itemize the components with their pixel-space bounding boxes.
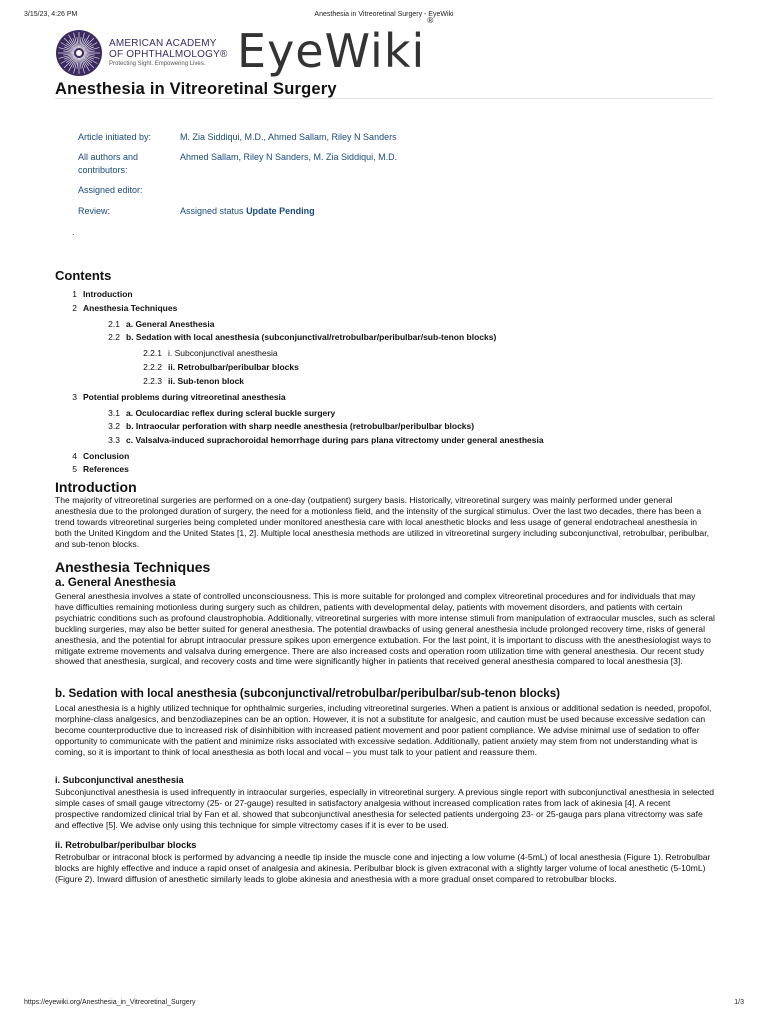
page-title: Anesthesia in Vitreoretinal Surgery <box>55 80 337 98</box>
general-anesthesia-text: General anesthesia involves a state of controlled unconsciousness. This is more suitable for prolonged and complex vitreoretinal procedures and for individuals that may have difficulties remaining motionless during surgery such as children, patients with developmental delay, patients with movement disorders, and patients with certain psychiatric conditions such as profound claustrophobia. Additionally, vitreoretinal surgeries with more intense stimuli from manipulation of extraocular muscles, such as scleral buckling surgeries, may also be better suited for general anesthesia. The potential drawbacks of using general anesthesia include prolonged recovery time, risks of general anesthesia, and the potential for abrupt intraocular pressure spikes upon emergence extubation. For the last point, it is important to discuss with the anesthesiologist ways to mitigate extreme movements and valsalva during emergence. There are also increased costs and operation room utilization time with general anesthesia. Our recent study showed that anesthesia, surgical, and recovery costs and time were significantly higher in patients that received general anesthesia compared to local anesthesia [3]. <box>55 591 715 667</box>
review-value <box>180 205 460 218</box>
toc-item[interactable] <box>91 348 278 358</box>
toc-item[interactable] <box>73 408 335 418</box>
toc-item-number: 4 <box>72 451 77 461</box>
toc-item-link[interactable]: i. Subconjunctival anesthesia <box>168 348 278 358</box>
review-prefix: Assigned status <box>180 206 244 216</box>
aao-wordmark <box>109 38 228 69</box>
toc-item[interactable] <box>55 464 129 474</box>
retrobulbar-text: Retrobulbar or intraconal block is performed by advancing a needle tip inside the muscle cone and injecting a low volume (4-5mL) of local anesthesia (Figure 1). Retrobulbar blocks are highly effective and induce a rapid onset of analgesia and akinesia. Peribulbar block is given extraconal with a slightly larger volume of local anesthetic (5-10mL) (Figure 2). Inward diffusion of anesthetic similarly leads to globe akinesia and anesthesia with a more gradual onset compared to retrobulbar blocks. <box>55 852 711 884</box>
toc-item-number: 2.2.1 <box>143 348 162 358</box>
eyewiki-logo[interactable] <box>237 15 436 78</box>
aao-logo-icon[interactable] <box>55 29 103 77</box>
toc-item-link[interactable]: References <box>83 464 129 474</box>
subsection-heading-sedation: b. Sedation with local anesthesia (subconjunctival/retrobulbar/peribulbar/sub-tenon blocks) <box>55 687 561 700</box>
introduction-text: The majority of vitreoretinal surgeries are performed on a one-day (outpatient) surgery basis. Historically, vitreoretinal surgery was mainly performed under general anesthesia due to the prolonged duration of surgery, the need for a motionless field, and the intensity of the surgical stimulus. Over the last two decades, there has been a trend towards vitreoretinal surgeries being completed under monitored anesthesia care with local anesthetic blocks and less usage of general endotracheal anesthesia in both the United Kingdom and the United States [1, 2]. Multiple local anesthesia methods are utilized in vitreoretinal surgery including subconjunctival, retrobulbar, peribulbar, and sub-tenon blocks. <box>55 495 709 549</box>
toc-item-link[interactable]: b. Intraocular perforation with sharp needle anesthesia (retrobulbar/peribulbar blocks) <box>126 421 475 431</box>
toc-item-number: 3.2 <box>108 421 120 431</box>
toc-item-link[interactable]: b. Sedation with local anesthesia (subconjunctival/retrobulbar/peribulbar/sub-tenon blocks) <box>126 332 497 342</box>
sedation-text: Local anesthesia is a highly utilized technique for ophthalmic surgeries, including vitreoretinal surgeries. When a patient is anxious or additional sedation is needed, propofol, morphine-class analgesics, and benzodiazepines can be an option. However, it is not a substitute for analgesic, and caution must be used because excessive sedation can become counterproductive due to increased risk of disinhibition with increased patient movement and poor patient compliance. We advise minimal use of sedation to offer opportunity to communicate with the patient and minimize risks associated with excessive sedation. Additionally, patient anxiety may stem from not understanding what is coming, so it is important to think of local anesthesia as both local and vocal – you must talk to your patient and reassure them. <box>55 703 712 757</box>
toc-item-number: 2.2.2 <box>143 362 162 372</box>
toc-item[interactable] <box>73 421 474 431</box>
initiated-label: Article initiated by: <box>78 132 152 142</box>
eyewiki-wordmark: EyeWiki <box>237 24 426 78</box>
toc-item-link[interactable]: a. Oculocardiac reflex during scleral buckle surgery <box>126 408 336 418</box>
org-name-line1: AMERICAN ACADEMY <box>109 38 217 49</box>
subconjunctival-text: Subconjunctival anesthesia is used infrequently in intraocular surgeries, especially in vitreoretinal surgery. A previous single report with subconjunctival anesthesia in selected simple cases of small gauge vitrectomy (25- or 27-gauge) resulted in satisfactory analgesia without increased complication rates from lack of akinesia [4]. A recent prospective randomized clinical trial by Fan et al. showed that subconjunctival anesthesia for selected patients undergoing 23- or 25-gauga pars plana vitrectomy was safe and effective [5]. We advise only using this technique for simple vitrectomy cases if it is ever to be used. <box>55 787 715 830</box>
toc-item-link[interactable]: Anesthesia Techniques <box>83 303 178 313</box>
toc-item-link[interactable]: c. Valsalva-induced suprachoroidal hemorrhage during pars plana vitrectomy under general anesthesia <box>126 435 544 445</box>
print-footer <box>24 999 744 1009</box>
separator-dot: . <box>72 227 75 237</box>
print-page-title: Anesthesia in Vitreoretinal Surgery - EyeWiki <box>314 11 454 18</box>
subsection-heading-general-anesthesia: a. General Anesthesia <box>55 576 176 589</box>
toc-item-number: 1 <box>72 289 77 299</box>
review-label: Review: <box>78 206 111 216</box>
toc-item-number: 2.2 <box>108 332 120 342</box>
toc-item[interactable] <box>73 319 215 329</box>
toc-item-link[interactable]: a. General Anesthesia <box>126 319 215 329</box>
toc-item[interactable] <box>91 376 244 386</box>
org-name-line2: OF OPHTHALMOLOGY® <box>109 49 228 60</box>
print-page-number: 1/3 <box>734 999 744 1006</box>
initiated-authors-link[interactable]: M. Zia Siddiqui, M.D., Ahmed Sallam, Riley N Sanders <box>180 132 397 142</box>
toc-item-link[interactable]: Introduction <box>83 289 133 299</box>
registered-mark: ® <box>426 15 436 25</box>
print-date: 3/15/23, 4:26 PM <box>24 11 78 18</box>
toc-item-number: 2.1 <box>108 319 120 329</box>
contents-heading: Contents <box>55 268 112 283</box>
section-heading-introduction: Introduction <box>55 479 137 495</box>
all-authors-link[interactable]: Ahmed Sallam, Riley N Sanders, M. Zia Siddiqui, M.D. <box>180 152 398 162</box>
site-header <box>55 15 436 80</box>
toc-item-link[interactable]: Conclusion <box>83 451 130 461</box>
editor-label: Assigned editor: <box>78 185 143 195</box>
toc-item[interactable] <box>55 392 286 402</box>
toc-item[interactable] <box>55 303 177 313</box>
toc-item-link[interactable]: ii. Sub-tenon block <box>168 376 245 386</box>
print-url: https://eyewiki.org/Anesthesia_in_Vitreoretinal_Surgery <box>24 999 196 1006</box>
org-tagline: Protecting Sight. Empowering Lives. <box>109 61 206 67</box>
toc-item-number: 3 <box>72 392 77 402</box>
toc-item-number: 3.3 <box>108 435 120 445</box>
toc-item-link[interactable]: Potential problems during vitreoretinal anesthesia <box>83 392 286 402</box>
toc-item-number: 5 <box>72 464 77 474</box>
print-header <box>24 11 744 21</box>
toc-item[interactable] <box>55 451 129 461</box>
toc-item[interactable] <box>91 362 299 372</box>
title-divider <box>55 98 713 99</box>
authors-label: All authors and contributors: <box>78 152 139 175</box>
toc-item[interactable] <box>73 435 544 445</box>
subsubsection-heading-retrobulbar: ii. Retrobulbar/peribulbar blocks <box>55 840 197 850</box>
toc-item-number: 2.2.3 <box>143 376 162 386</box>
toc-item-number: 3.1 <box>108 408 120 418</box>
toc-item-number: 2 <box>72 303 77 313</box>
subsubsection-heading-subconjunctival: i. Subconjunctival anesthesia <box>55 775 184 785</box>
toc-item[interactable] <box>73 332 496 342</box>
toc-item-link[interactable]: ii. Retrobulbar/peribulbar blocks <box>168 362 299 372</box>
section-heading-anesthesia-techniques: Anesthesia Techniques <box>55 559 211 575</box>
toc-item[interactable] <box>55 289 133 299</box>
review-status-link[interactable]: Update Pending <box>246 206 315 216</box>
